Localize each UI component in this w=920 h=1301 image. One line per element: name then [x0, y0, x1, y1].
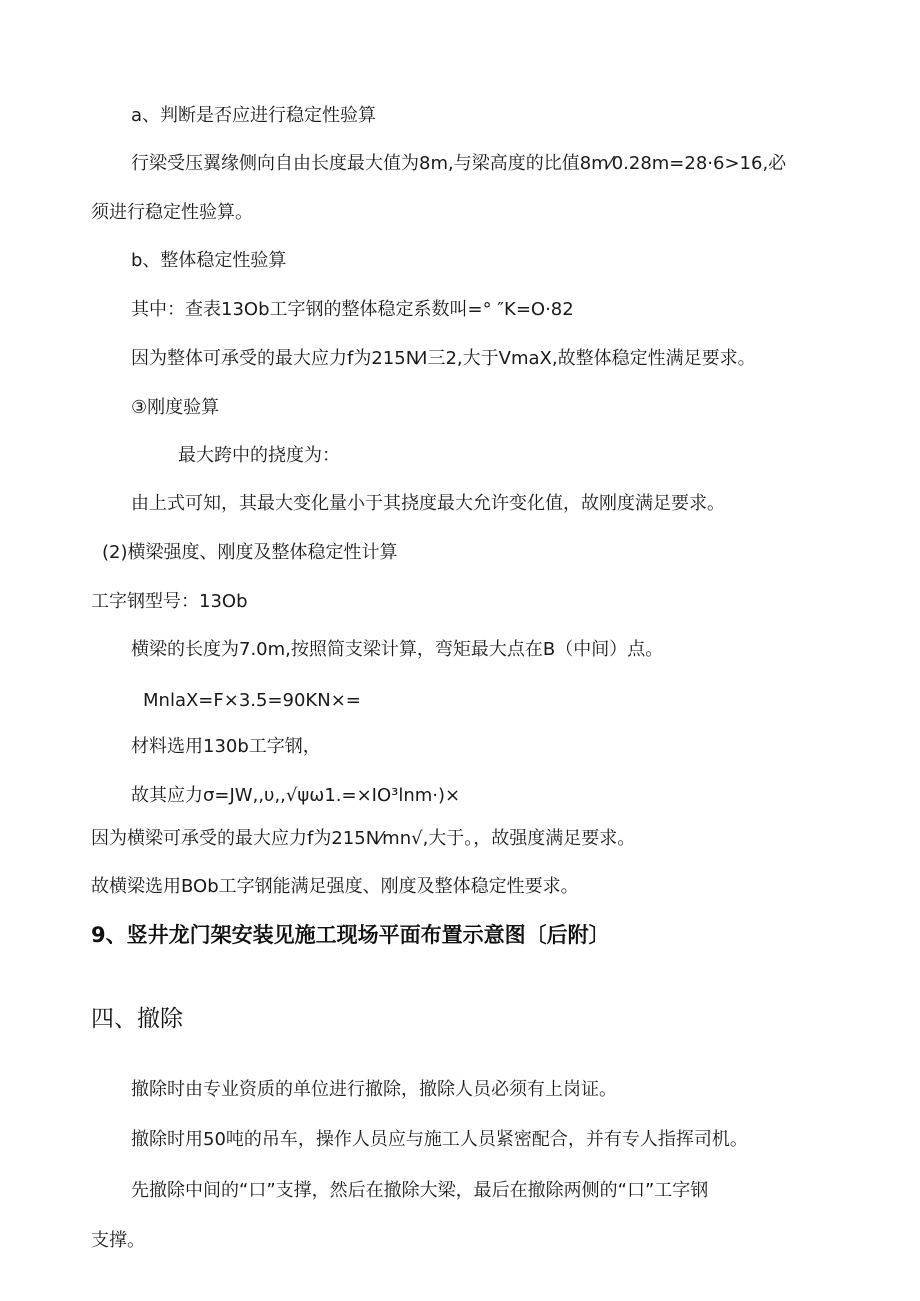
item-b-heading: b、整体稳定性验算 [131, 250, 287, 271]
paragraph-stiffness-conclusion: 由上式可知，其最大变化量小于其挠度最大允许变化值，故刚度满足要求。 [131, 493, 725, 514]
paragraph-removal-order: 先撤除中间的“口”支撑，然后在撤除大梁，最后在撤除两侧的“口”工字钢 [131, 1180, 709, 1201]
paragraph-removal-qualification: 撤除时由专业资质的单位进行撤除，撤除人员必须有上岗证。 [131, 1079, 617, 1100]
subsection-2-heading: (2)横梁强度、刚度及整体稳定性计算 [102, 542, 398, 563]
section-4-heading: 四、撤除 [91, 1006, 183, 1032]
paragraph-continuation: 须进行稳定性验算。 [91, 202, 253, 223]
paragraph-compression-flange: 行梁受压翼缘侧向自由长度最大值为8m,与梁高度的比值8m⁄0.28m=28·6>16,必 [131, 153, 787, 174]
stress-formula: 故其应力σ=JW,,υ,,√ψω1.=×IO³lnm·)× [131, 785, 461, 806]
paragraph-removal-continuation: 支撑。 [91, 1230, 145, 1251]
item-a-heading: a、判断是否应进行稳定性验算 [131, 105, 377, 126]
paragraph-stability-conclusion: 因为整体可承受的最大应力f为215N⁄Ι三2,大于VmaX,故整体稳定性满足要求。 [131, 348, 756, 369]
material-line: 材料选用130b工字钢， [131, 736, 321, 757]
item-3-heading: ③刚度验算 [131, 397, 220, 418]
moment-formula: MnlaX=F×3.5=90KN×= [143, 690, 361, 711]
paragraph-removal-crane: 撤除时用50吨的吊车，操作人员应与施工人员紧密配合，并有专人指挥司机。 [131, 1129, 748, 1150]
section-9-heading: 9、竖井龙门架安装见施工现场平面布置示意图〔后附〕 [91, 923, 610, 947]
beam-model-line: 工字钢型号：13Ob [91, 591, 248, 612]
paragraph-beam-length: 横梁的长度为7.0m,按照简支梁计算，弯矩最大点在B（中间）点。 [131, 639, 664, 660]
paragraph-stability-coefficient: 其中：查表13Ob工字钢的整体稳定系数叫=° ″K=O·82 [131, 299, 574, 320]
max-deflection-label: 最大跨中的挠度为： [178, 445, 340, 466]
paragraph-beam-selection: 故横梁选用BOb工字钢能满足强度、刚度及整体稳定性要求。 [91, 876, 579, 897]
paragraph-strength-conclusion: 因为横梁可承受的最大应力f为215N⁄mn√,大于。，故强度满足要求。 [91, 828, 636, 849]
